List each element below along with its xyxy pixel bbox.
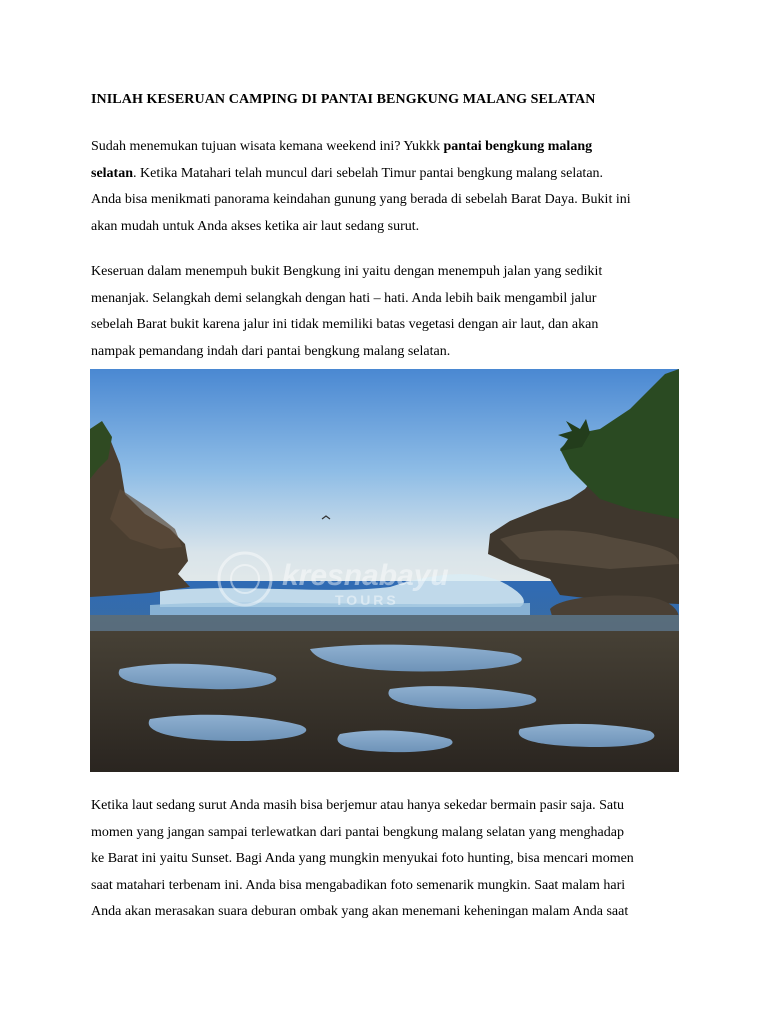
paragraph-line: menanjak. Selangkah demi selangkah dengan hati – hati. Anda lebih baik mengambil jalur (91, 290, 597, 306)
text-run: Sudah menemukan tujuan wisata kemana weekend ini? Yukkk (91, 139, 444, 154)
paragraph-line: nampak pemandang indah dari pantai bengkung malang selatan. (91, 343, 451, 359)
bold-keyword: selatan (91, 165, 133, 181)
paragraph-line: akan mudah untuk Anda akses ketika air laut sedang surut. (91, 218, 420, 234)
shallow-water (90, 615, 679, 631)
paragraph-line (91, 161, 691, 188)
beach-photo (90, 369, 679, 772)
paragraph-line: Ketika laut sedang surut Anda masih bisa berjemur atau hanya sekedar bermain pasir saja. Satu (91, 798, 624, 813)
article-title: INILAH KESERUAN CAMPING DI PANTAI BENGKUNG MALANG SELATAN (91, 92, 596, 107)
paragraph-line: momen yang jangan sampai terlewatkan dari pantai bengkung malang selatan yang menghadap (91, 824, 624, 840)
paragraph-line (91, 134, 691, 161)
paragraph-line: Anda bisa menikmati panorama keindahan gunung yang berada di sebelah Barat Daya. Bukit ini (91, 192, 631, 208)
paragraph-line: saat matahari terbenam ini. Anda bisa mengabadikan foto semenarik mungkin. Saat malam hari (91, 877, 626, 893)
watermark-brand: kresnabayu (282, 559, 449, 592)
beach-photo-illustration (90, 369, 679, 772)
paragraph-line: ke Barat ini yaitu Sunset. Bagi Anda yang mungkin menyukai foto hunting, bisa mencari momen (91, 851, 634, 867)
text-run: . Ketika Matahari telah muncul dari sebelah Timur pantai bengkung malang selatan. (133, 165, 604, 181)
bold-keyword: pantai bengkung malang (443, 139, 593, 154)
paragraph-line: Anda akan merasakan suara deburan ombak yang akan menemani keheningan malam Anda saat (91, 904, 629, 920)
paragraph-sunset (91, 793, 691, 926)
paragraph-line: Keseruan dalam menempuh bukit Bengkung ini yaitu dengan menempuh jalan yang sedikit (91, 264, 603, 279)
paragraph-hill (91, 259, 691, 365)
watermark-sub: TOURS (335, 592, 399, 608)
paragraph-line: sebelah Barat bukit karena jalur ini tidak memiliki batas vegetasi dengan air laut, dan akan (91, 317, 599, 333)
paragraph-intro (91, 134, 691, 240)
